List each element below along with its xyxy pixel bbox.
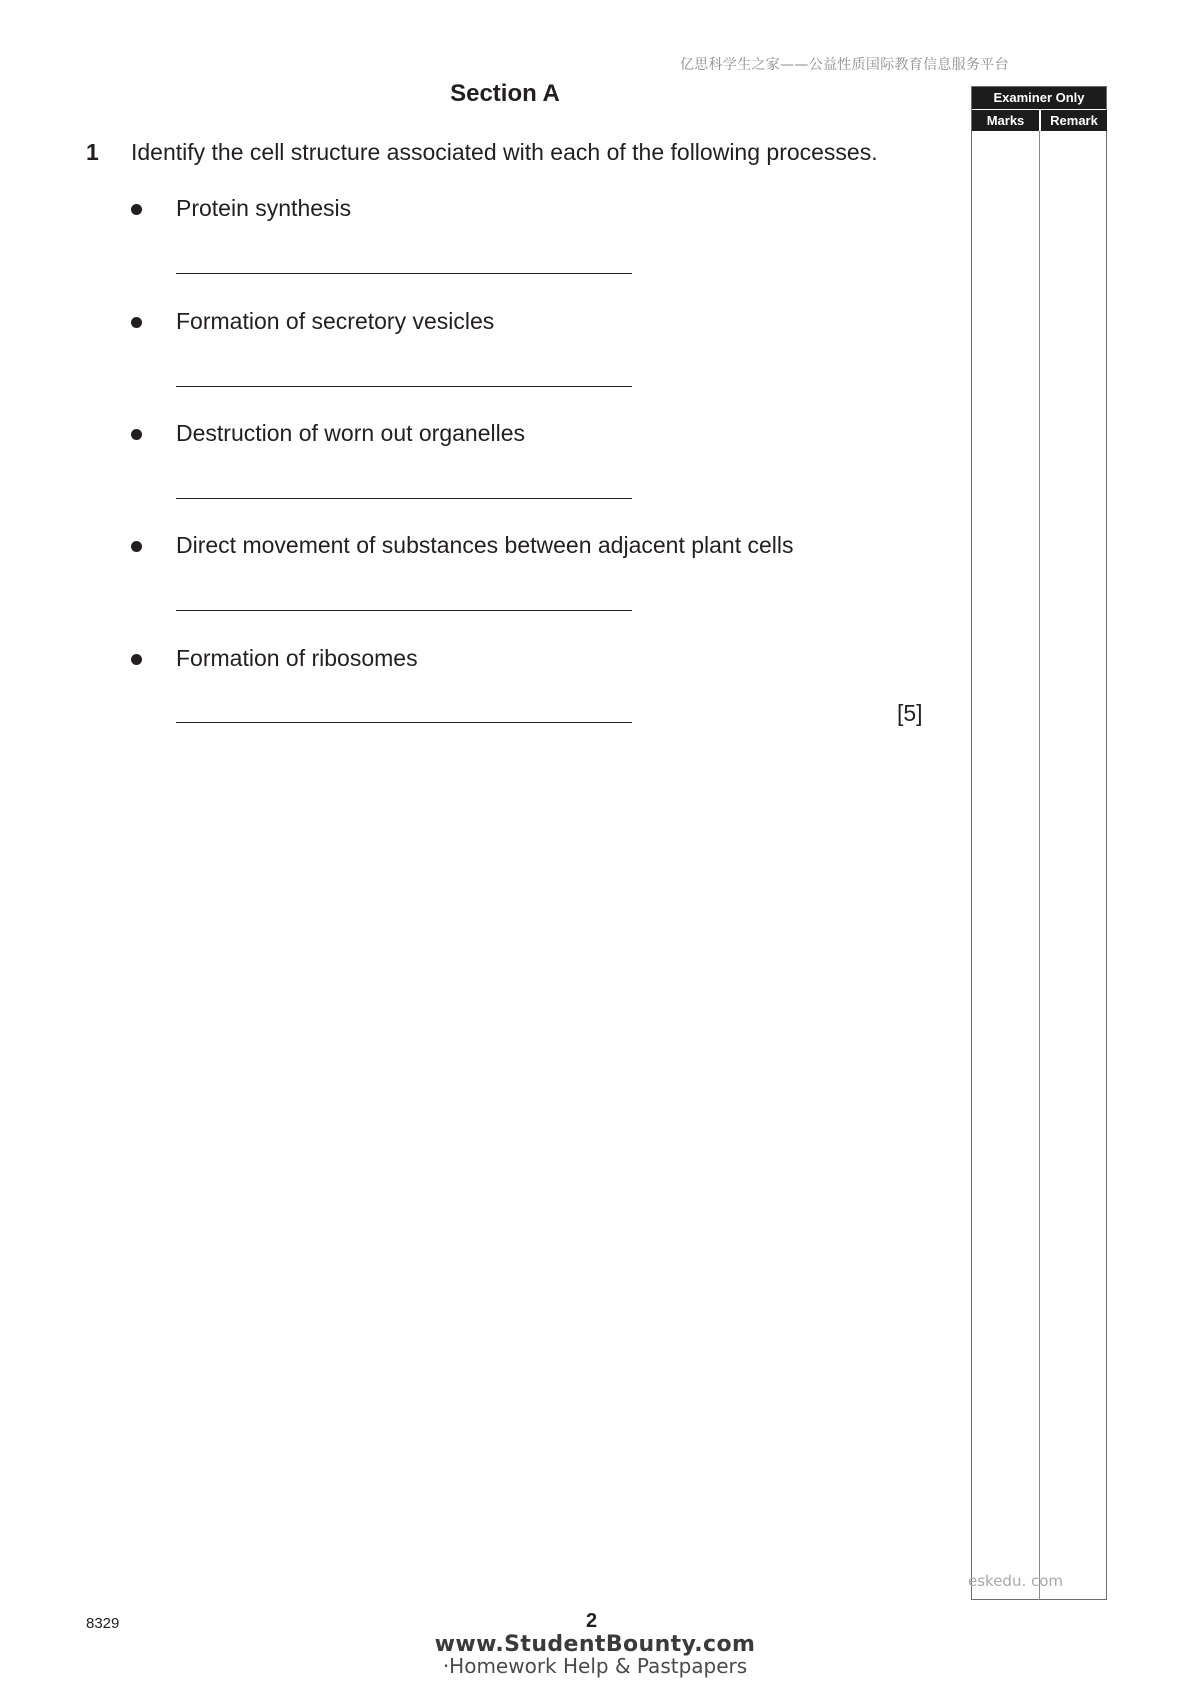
studentbounty-url[interactable]: www.StudentBounty.com — [434, 1632, 756, 1657]
examiner-remark-header: Remark — [1041, 110, 1107, 131]
item-label-direct-movement: Direct movement of substances between adjacent plant cells — [176, 532, 794, 558]
bullet-icon — [131, 317, 142, 328]
bullet-icon — [131, 429, 142, 440]
examiner-only-column — [971, 86, 1107, 1600]
bullet-icon — [131, 654, 142, 665]
item-label-destruction-organelles: Destruction of worn out organelles — [176, 420, 526, 446]
item-label-protein-synthesis: Protein synthesis — [176, 195, 352, 221]
bullet-icon — [131, 541, 142, 552]
answer-line-4[interactable] — [176, 610, 632, 611]
question-marks: [5] — [897, 700, 923, 726]
header-watermark: 亿思科学生之家——公益性质国际教育信息服务平台 — [680, 57, 1009, 73]
examiner-only-header: Examiner Only — [972, 87, 1106, 109]
page-number: 2 — [586, 1610, 598, 1632]
paper-code: 8329 — [86, 1615, 120, 1632]
answer-line-2[interactable] — [176, 386, 632, 387]
question-number: 1 — [86, 139, 99, 165]
section-title: Section A — [450, 80, 560, 107]
examiner-marks-header: Marks — [972, 110, 1039, 131]
examiner-column-divider — [1039, 131, 1040, 1600]
item-label-secretory-vesicles: Formation of secretory vesicles — [176, 308, 495, 334]
bullet-icon — [131, 204, 142, 215]
studentbounty-tagline: ·Homework Help & Pastpapers — [442, 1654, 748, 1678]
question-text: Identify the cell structure associated with each of the following processes. — [131, 139, 878, 165]
answer-line-3[interactable] — [176, 498, 632, 499]
answer-line-1[interactable] — [176, 273, 632, 274]
item-label-ribosome-formation: Formation of ribosomes — [176, 645, 418, 671]
answer-line-5[interactable] — [176, 722, 632, 723]
corner-watermark: eskedu. com — [968, 1572, 1064, 1590]
